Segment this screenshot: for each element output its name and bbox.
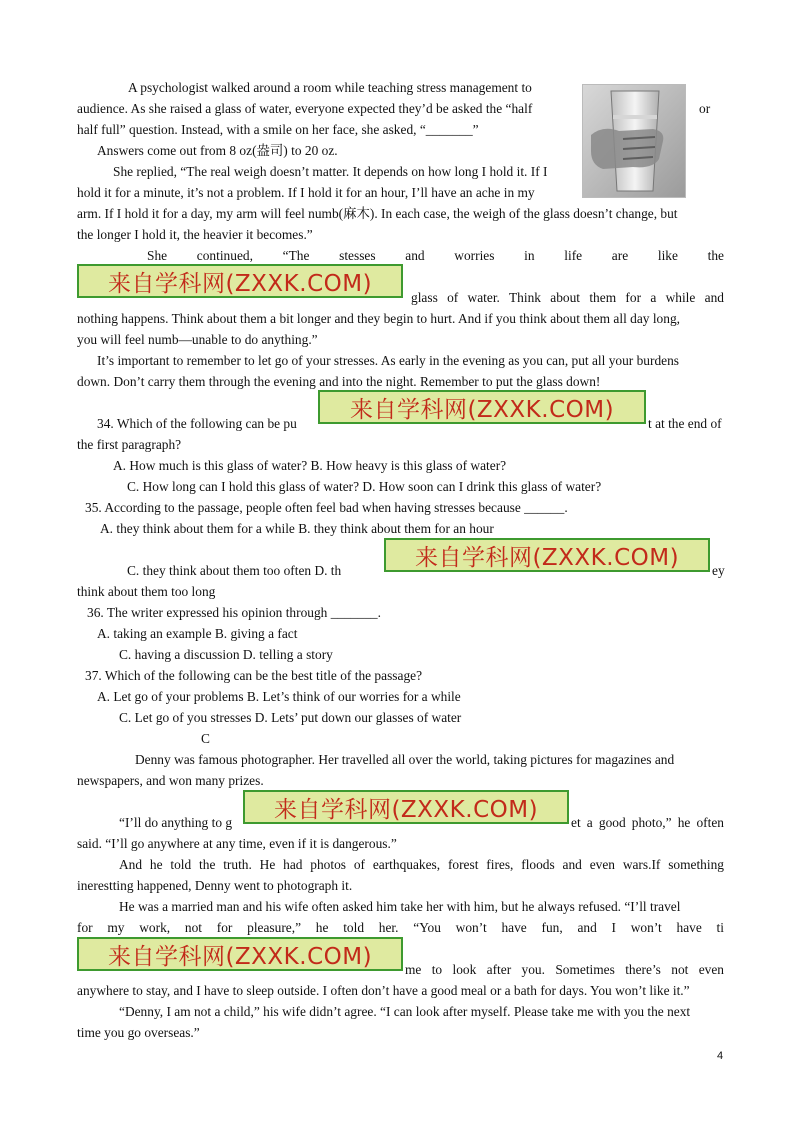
- passage-b-p3-line3: arm. If I hold it for a day, my arm will feel numb(麻木). In each case, the weigh of the glass doesn’t change, but: [77, 206, 678, 221]
- question-37-options-cd: C. Let go of you stresses D. Lets’ put down our glasses of water: [119, 710, 462, 725]
- passage-b-p2: Answers come out from 8 oz(盎司) to 20 oz.: [97, 143, 338, 158]
- passage-b-p4-line3: nothing happens. Think about them a bit longer and they begin to hurt. And if you think about them all day long,: [77, 311, 680, 326]
- watermark-5: 来自学科网(ZXXK.COM): [77, 937, 403, 971]
- passage-c-heading: C: [201, 731, 210, 746]
- question-35-options-ab: A. they think about them for a while B. they think about them for an hour: [100, 521, 494, 536]
- passage-b-p5-line2: down. Don’t carry them through the evening and into the night. Remember to put the glass down!: [77, 374, 601, 389]
- question-34-options-cd: C. How long can I hold this glass of water? D. How soon can I drink this glass of water?: [127, 479, 602, 494]
- passage-c-p5-line2: time you go overseas.”: [77, 1025, 200, 1040]
- passage-b-p1-line2-end: or: [699, 101, 711, 116]
- watermark-2: 来自学科网(ZXXK.COM): [318, 390, 646, 424]
- passage-b-p1-line3: half full” question. Instead, with a smile on her face, she asked, “_______”: [77, 122, 479, 137]
- passage-b-p3-line2: hold it for a minute, it’s not a problem. If I hold it for an hour, I’ll have an ache in my: [77, 185, 535, 200]
- passage-c-p4-line4: anywhere to stay, and I have to sleep outside. I often don’t have a good meal or a bath for days. You won’t like it.”: [77, 983, 690, 998]
- question-35-options-cd-part1: C. they think about them too often D. th: [127, 563, 342, 578]
- passage-b-p3-line4: the longer I hold it, the heavier it becomes.”: [77, 227, 313, 242]
- passage-c-p3-line2: inerestting happened, Denny went to photograph it.: [77, 878, 353, 893]
- passage-c-p1-line1: Denny was famous photographer. Her travelled all over the world, taking pictures for magazines and: [135, 752, 675, 767]
- passage-b-p1-line1: A psychologist walked around a room while teaching stress management to: [128, 80, 532, 95]
- watermark-3: 来自学科网(ZXXK.COM): [384, 538, 710, 572]
- watermark-1: 来自学科网(ZXXK.COM): [77, 264, 403, 298]
- question-36-options-cd: C. having a discussion D. telling a story: [119, 647, 333, 662]
- passage-c-p4-line3: me to look after you. Sometimes there’s not even: [405, 962, 724, 977]
- passage-c-p2-line2: said. “I’ll go anywhere at any time, even if it is dangerous.”: [77, 836, 397, 851]
- passage-c-p2-part1: “I’ll do anything to g: [119, 815, 233, 830]
- passage-b-p4-line2: glass of water. Think about them for a while and: [411, 290, 724, 305]
- passage-c-p4-line2: for my work, not for pleasure,” he told her. “You won’t have fun, and I won’t have ti: [77, 920, 724, 935]
- watermark-4: 来自学科网(ZXXK.COM): [243, 790, 569, 824]
- passage-b-p3-line1: She replied, “The real weigh doesn’t matter. It depends on how long I hold it. If I: [113, 164, 548, 179]
- passage-c-p2-part2: et a good photo,” he often: [571, 815, 724, 830]
- question-35-line3: think about them too long: [77, 584, 216, 599]
- passage-c-p1-line2: newspapers, and won many prizes.: [77, 773, 264, 788]
- question-37-options-ab: A. Let go of your problems B. Let’s think of our worries for a while: [97, 689, 461, 704]
- question-35: 35. According to the passage, people often feel bad when having stresses because ______.: [85, 500, 568, 515]
- question-35-options-cd-part2: ey: [712, 563, 725, 578]
- passage-c-p5-line1: “Denny, I am not a child,” his wife didn’t agree. “I can look after myself. Please take me with you the next: [119, 1004, 691, 1019]
- page-number: 4: [717, 1050, 724, 1062]
- question-34-part2: t at the end of: [648, 416, 722, 431]
- question-37: 37. Which of the following can be the best title of the passage?: [85, 668, 423, 683]
- question-36-options-ab: A. taking an example B. giving a fact: [97, 626, 298, 641]
- passage-b-p4-line1: She continued, “The stesses and worries in life are like the: [147, 248, 724, 263]
- glass-of-water-photo: [582, 84, 686, 198]
- passage-b-p1-line2: audience. As she raised a glass of water, everyone expected they’d be asked the “half: [77, 101, 533, 116]
- passage-c-p3-line1: And he told the truth. He had photos of earthquakes, forest fires, floods and even wars.If something: [119, 857, 724, 872]
- question-34-line2: the first paragraph?: [77, 437, 182, 452]
- passage-c-p4-line1: He was a married man and his wife often asked him take her with him, but he always refused. “I’ll travel: [119, 899, 681, 914]
- question-34-part1: 34. Which of the following can be pu: [97, 416, 297, 431]
- question-36: 36. The writer expressed his opinion through _______.: [87, 605, 381, 620]
- question-34-options-ab: A. How much is this glass of water? B. How heavy is this glass of water?: [113, 458, 507, 473]
- passage-b-p4-line4: you will feel numb—unable to do anything.”: [77, 332, 318, 347]
- passage-b-p5-line1: It’s important to remember to let go of your stresses. As early in the evening as you can, put all your burdens: [97, 353, 679, 368]
